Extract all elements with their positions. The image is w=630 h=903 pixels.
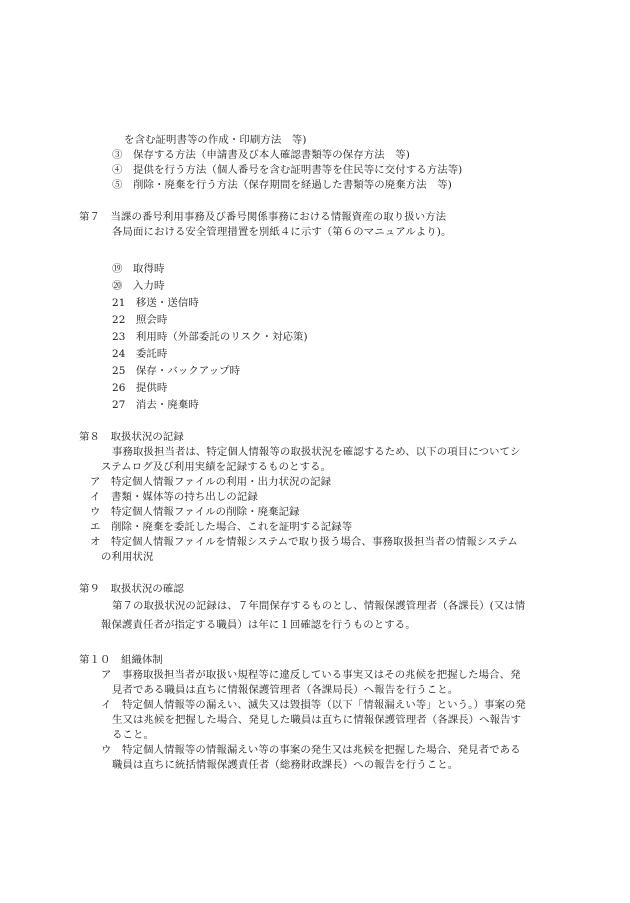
continuation-line: を含む証明書等の作成・印刷方法 等) xyxy=(124,134,307,146)
phase-item: 23 利用時（外部委託のリスク・対応策) xyxy=(112,331,308,343)
phase-item: 21 移送・送信時 xyxy=(112,297,199,309)
section-10-item: 職員は直ちに統括情報保護責任者（総務財政課長）への報告を行うこと。 xyxy=(112,759,459,771)
section-8-para: ステムログ及び利用実績を記録するものとする。 xyxy=(101,461,332,473)
section-9-para: 報保護責任者が指定する職員）は年に１回確認を行うものとする。 xyxy=(101,619,416,631)
phase-item: ⑲ 取得時 xyxy=(112,263,165,275)
phase-item: ⑳ 入力時 xyxy=(112,280,165,292)
list-item-continuation: の利用状況 xyxy=(101,551,154,563)
list-item: ⑤ 削除・廃棄を行う方法（保存期間を経過した書類等の廃棄方法 等) xyxy=(112,179,452,191)
section-10-heading: 第１０ 組織体制 xyxy=(79,654,163,666)
phase-item: 22 照会時 xyxy=(112,314,168,326)
list-item: オ 特定個人情報ファイルを情報システムで取り扱う場合、事務取扱担当者の情報システム xyxy=(90,536,518,548)
section-9-para: 第７の取扱状況の記録は、７年間保存するものとし、情報保護管理者（各課長）(又は情 xyxy=(112,600,526,612)
section-7-body: 各局面における安全管理措置を別紙４に示す（第６のマニュアルより)。 xyxy=(112,226,452,238)
section-9-heading: 第９ 取扱状況の確認 xyxy=(79,583,184,595)
phase-item: 24 委託時 xyxy=(112,348,168,360)
section-7-heading: 第７ 当課の番号利用事務及び番号関係事務における情報資産の取り扱い方法 xyxy=(79,211,447,223)
section-8-heading: 第８ 取扱状況の記録 xyxy=(79,431,184,443)
section-10-item: 生又は兆候を把握した場合、発見した職員は直ちに情報保護管理者（各課長）へ報告す xyxy=(112,714,522,726)
section-10-item: ア 事務取扱担当者が取扱い規程等に違反している事実又はその兆候を把握した場合、発 xyxy=(101,669,521,681)
phase-item: 25 保存・バックアップ時 xyxy=(112,365,241,377)
section-10-item: イ 特定個人情報等の漏えい、滅失又は毀損等（以下「情報漏えい等」という。）事案の発 xyxy=(101,699,526,711)
section-8-para: 事務取扱担当者は、特定個人情報等の取扱状況を確認するため、以下の項目についてシ xyxy=(112,446,521,458)
list-item: エ 削除・廃棄を委託した場合、これを証明する記録等 xyxy=(90,521,353,533)
list-item: ウ 特定個人情報ファイルの削除・廃棄記録 xyxy=(90,506,300,518)
list-item: ア 特定個人情報ファイルの利用・出力状況の記録 xyxy=(90,476,332,488)
phase-item: 26 提供時 xyxy=(112,382,168,394)
list-item: イ 書類・媒体等の持ち出しの記録 xyxy=(90,491,258,503)
section-10-item: ること。 xyxy=(112,729,154,741)
list-item: ③ 保存する方法（申請書及び本人確認書類等の保存方法 等) xyxy=(112,149,410,161)
section-10-item: ウ 特定個人情報等の情報漏えい等の事案の発生又は兆候を把握した場合、発見者である xyxy=(101,744,521,756)
section-10-item: 見者である職員は直ちに情報保護管理者（各課局長）へ報告を行うこと。 xyxy=(112,684,459,696)
list-item: ④ 提供を行う方法（個人番号を含む証明書等を住民等に交付する方法等) xyxy=(112,164,463,176)
phase-item: 27 消去・廃棄時 xyxy=(112,399,199,411)
